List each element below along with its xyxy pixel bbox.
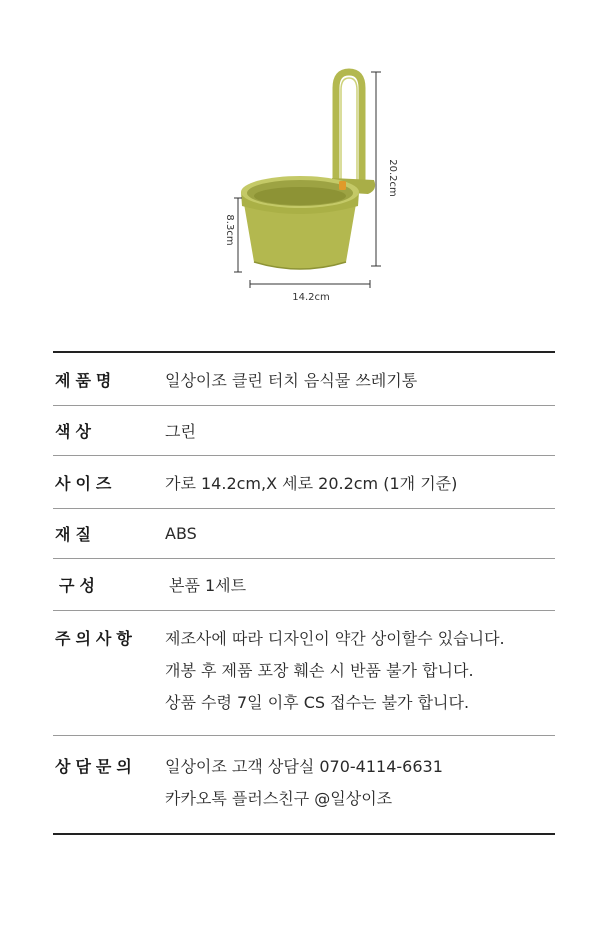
spec-row-inquiry — [53, 736, 555, 833]
spec-label-inquiry: 상담문의 — [55, 757, 137, 776]
dimension-label-height-cup: 8.3cm — [224, 214, 235, 246]
dimension-height-cup — [224, 198, 242, 272]
product-figure — [0, 0, 610, 320]
spec-label-color: 색상 — [55, 422, 96, 441]
inquiry-line: 일상이조 고객 상담실 070-4114-6631 — [165, 757, 443, 776]
spec-row-caution — [53, 611, 555, 736]
spec-label-name: 제품명 — [55, 370, 117, 390]
dimension-height-total — [371, 72, 398, 266]
spec-value-caution — [165, 623, 505, 735]
spec-value-components: 본품 1세트 — [169, 576, 247, 595]
spec-value-color: 그린 — [165, 422, 196, 441]
spec-table — [53, 351, 555, 835]
caution-line: 상품 수령 7일 이후 CS 접수는 불가 합니다. — [165, 693, 470, 712]
bin-handle — [336, 72, 362, 182]
spec-label-size: 사이즈 — [55, 473, 117, 493]
caution-line: 제조사에 따라 디자인이 약간 상이할수 있습니다. — [165, 629, 505, 648]
dimension-label-width: 14.2cm — [292, 292, 330, 303]
spec-value-size: 가로 14.2cm,X 세로 20.2cm (1개 기준) — [165, 473, 458, 493]
dimension-width — [250, 280, 370, 303]
spec-row-size — [53, 456, 555, 509]
spec-value-inquiry — [165, 751, 443, 833]
spec-label-caution: 주의사항 — [55, 629, 137, 648]
spec-row-material — [53, 509, 555, 559]
bin-accent-dot — [339, 181, 346, 190]
product-illustration — [0, 0, 610, 320]
inquiry-line: 카카오톡 플러스친구 @일상이조 — [165, 789, 393, 808]
spec-label-material: 재질 — [55, 525, 96, 544]
spec-row-name — [53, 353, 555, 406]
spec-value-name: 일상이조 클린 터치 음식물 쓰레기통 — [165, 370, 418, 390]
spec-row-components — [53, 559, 555, 611]
caution-line: 개봉 후 제품 포장 훼손 시 반품 불가 합니다. — [165, 661, 474, 680]
dimension-label-height-total: 20.2cm — [387, 159, 398, 197]
spec-label-components: 구성 — [59, 576, 100, 595]
spec-row-color — [53, 406, 555, 456]
spec-value-material: ABS — [165, 524, 197, 543]
